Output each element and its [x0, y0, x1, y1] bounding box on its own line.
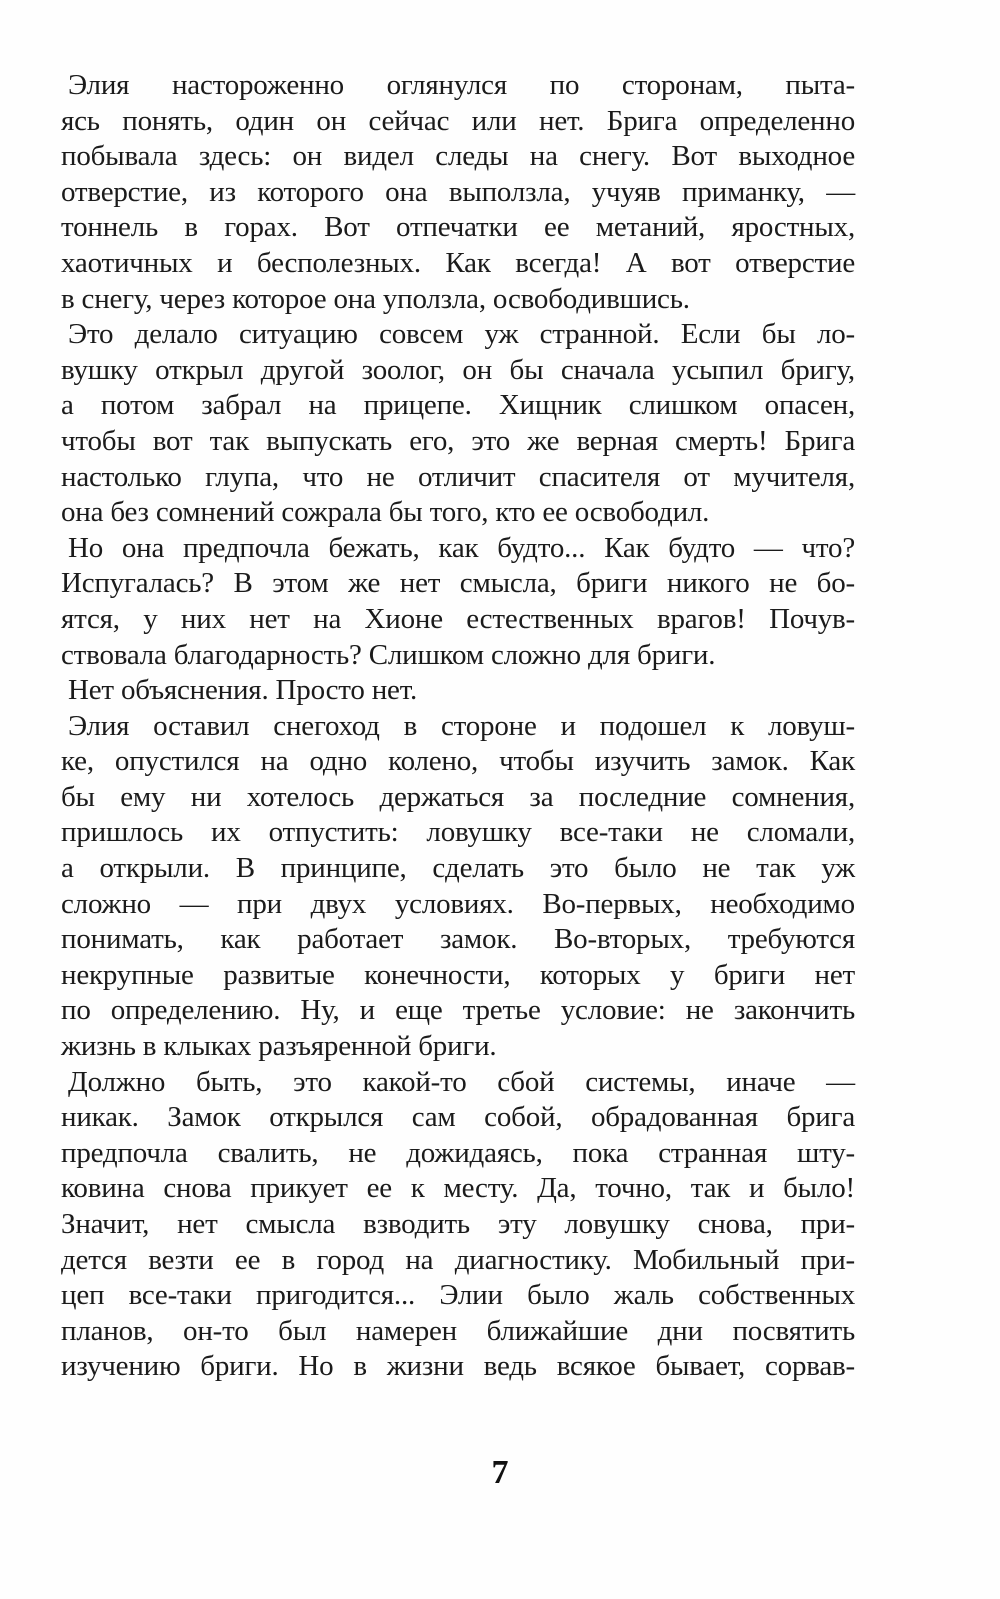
- text-line: ке, опустился на одно колено, чтобы изучить замок. Как: [61, 745, 855, 778]
- text-line: Это делало ситуацию совсем уж странной. Если бы ло-: [68, 318, 855, 351]
- text-line: Должно быть, это какой-то сбой системы, иначе —: [68, 1065, 855, 1098]
- text-line: ясь понять, один он сейчас или нет. Брига определенно: [61, 104, 855, 137]
- text-line: настолько глупа, что не отличит спасителя от мучителя,: [61, 460, 855, 493]
- text-line: ствовала благодарность? Слишком сложно для бриги.: [61, 638, 716, 671]
- text-line: Элия настороженно оглянулся по сторонам, пыта-: [68, 69, 855, 101]
- text-line: а потом забрал на прицепе. Хищник слишком опасен,: [61, 389, 855, 422]
- text-line: пришлось их отпустить: ловушку все-таки не сломали,: [61, 816, 855, 849]
- text-line: изучению бриги. Но в жизни ведь всякое бывает, сорвав-: [61, 1350, 855, 1383]
- text-line: побывала здесь: он видел следы на снегу. Вот выходное: [61, 140, 855, 173]
- text-line: Значит, нет смысла взводить эту ловушку снова, при-: [61, 1208, 855, 1240]
- page-number: 7: [491, 1454, 509, 1491]
- text-line: она без сомнений сожрала бы того, кто ее освободил.: [61, 496, 710, 529]
- text-line: Элия оставил снегоход в стороне и подошел к ловуш-: [68, 709, 855, 742]
- text-line: отверстие, из которого она выползла, учуяв приманку, —: [61, 175, 855, 208]
- text-line: тоннель в горах. Вот отпечатки ее метаний, яростных,: [61, 211, 855, 244]
- text-line: ятся, у них нет на Хионе естественных врагов! Почув-: [61, 602, 855, 635]
- text-line: никак. Замок открылся сам собой, обрадованная брига: [61, 1101, 855, 1134]
- text-line: Нет объяснения. Просто нет.: [68, 674, 418, 707]
- text-line: сложно — при двух условиях. Во-первых, необходимо: [61, 887, 855, 920]
- text-line: предпочла свалить, не дожидаясь, пока странная шту-: [61, 1136, 855, 1169]
- text-line: чтобы вот так выпускать его, это же верная смерть! Брига: [61, 424, 855, 457]
- text-line: по определению. Ну, и еще третье условие: не закончить: [61, 994, 855, 1027]
- text-line: планов, он-то был намерен ближайшие дни посвятить: [61, 1314, 855, 1347]
- text-line: вушку открыл другой зоолог, он бы сначала усыпил бригу,: [61, 353, 855, 386]
- text-line: в снегу, через которое она уползла, освободившись.: [61, 282, 690, 315]
- body-text: [61, 68, 855, 1385]
- text-line: ковина снова прикует ее к месту. Да, точно, так и было!: [61, 1172, 855, 1205]
- text-line: цеп все-таки пригодится... Элии было жаль собственных: [61, 1279, 855, 1312]
- text-line: Но она предпочла бежать, как будто... Как будто — что?: [68, 531, 855, 564]
- text-line: некрупные развитые конечности, которых у бриги нет: [61, 958, 855, 991]
- text-line: понимать, как работает замок. Во-вторых, требуются: [61, 923, 855, 956]
- text-line: бы ему ни хотелось держаться за последние сомнения,: [61, 780, 855, 813]
- text-line: Испугалась? В этом же нет смысла, бриги никого не бо-: [61, 567, 855, 600]
- text-line: дется везти ее в город на диагностику. Мобильный при-: [61, 1243, 855, 1276]
- text-line: хаотичных и бесполезных. Как всегда! А вот отверстие: [61, 246, 855, 279]
- text-line: жизнь в клыках разъяренной бриги.: [61, 1030, 497, 1063]
- text-line: а открыли. В принципе, сделать это было не так уж: [61, 852, 855, 885]
